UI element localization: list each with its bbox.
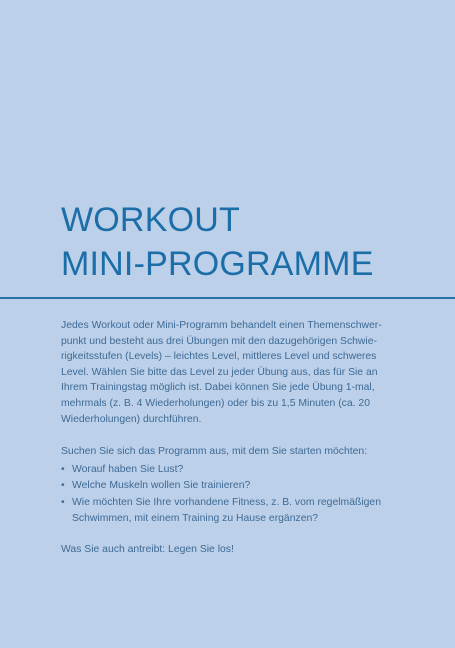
list-item-text: Worauf haben Sie Lust? [72, 463, 184, 475]
page-title [61, 198, 374, 286]
intro-line: Jedes Workout oder Mini-Programm behandelt einen Themenschwer- [61, 320, 382, 331]
intro-paragraph [61, 318, 401, 427]
body-text [61, 318, 401, 558]
intro-line: punkt und besteht aus drei Übungen mit den dazugehörigen Schwie- [61, 335, 377, 347]
list-item [61, 478, 401, 494]
intro-line: rigkeitsstufen (Levels) – leichtes Level, mittleres Level und schweres [61, 351, 377, 363]
list-item [61, 462, 401, 478]
list-item-text: Welche Muskeln wollen Sie trainieren? [72, 480, 251, 492]
bullet-icon: • [61, 463, 65, 475]
intro-line: Wiederholungen) durchführen. [61, 413, 202, 425]
intro-line: Level. Wählen Sie bitte das Level zu jeder Übung aus, das für Sie an [61, 366, 378, 378]
bullet-icon: • [61, 480, 65, 492]
list-item-text: Schwimmen, mit einem Training zu Hause ergänzen? [72, 512, 319, 524]
page-title-line-2: MINI-PROGRAMME [61, 245, 374, 283]
lead-sentence: Suchen Sie sich das Programm aus, mit dem Sie starten möchten: [61, 446, 368, 458]
divider-rule [0, 297, 455, 299]
intro-line: mehrmals (z. B. 4 Wiederholungen) oder bis zu 1,5 Minuten (ca. 20 [61, 397, 370, 409]
list-item-text: Wie möchten Sie Ihre vorhandene Fitness, z. B. vom regelmäßigen [72, 496, 381, 508]
bullet-list [61, 462, 401, 526]
closing-sentence: Was Sie auch antreibt: Legen Sie los! [61, 544, 234, 556]
page-title-line-1: WORKOUT [61, 201, 240, 239]
intro-line: Ihrem Trainingstag möglich ist. Dabei können Sie jede Übung 1-mal, [61, 382, 375, 394]
list-item [61, 495, 401, 526]
bullet-icon: • [61, 496, 65, 508]
